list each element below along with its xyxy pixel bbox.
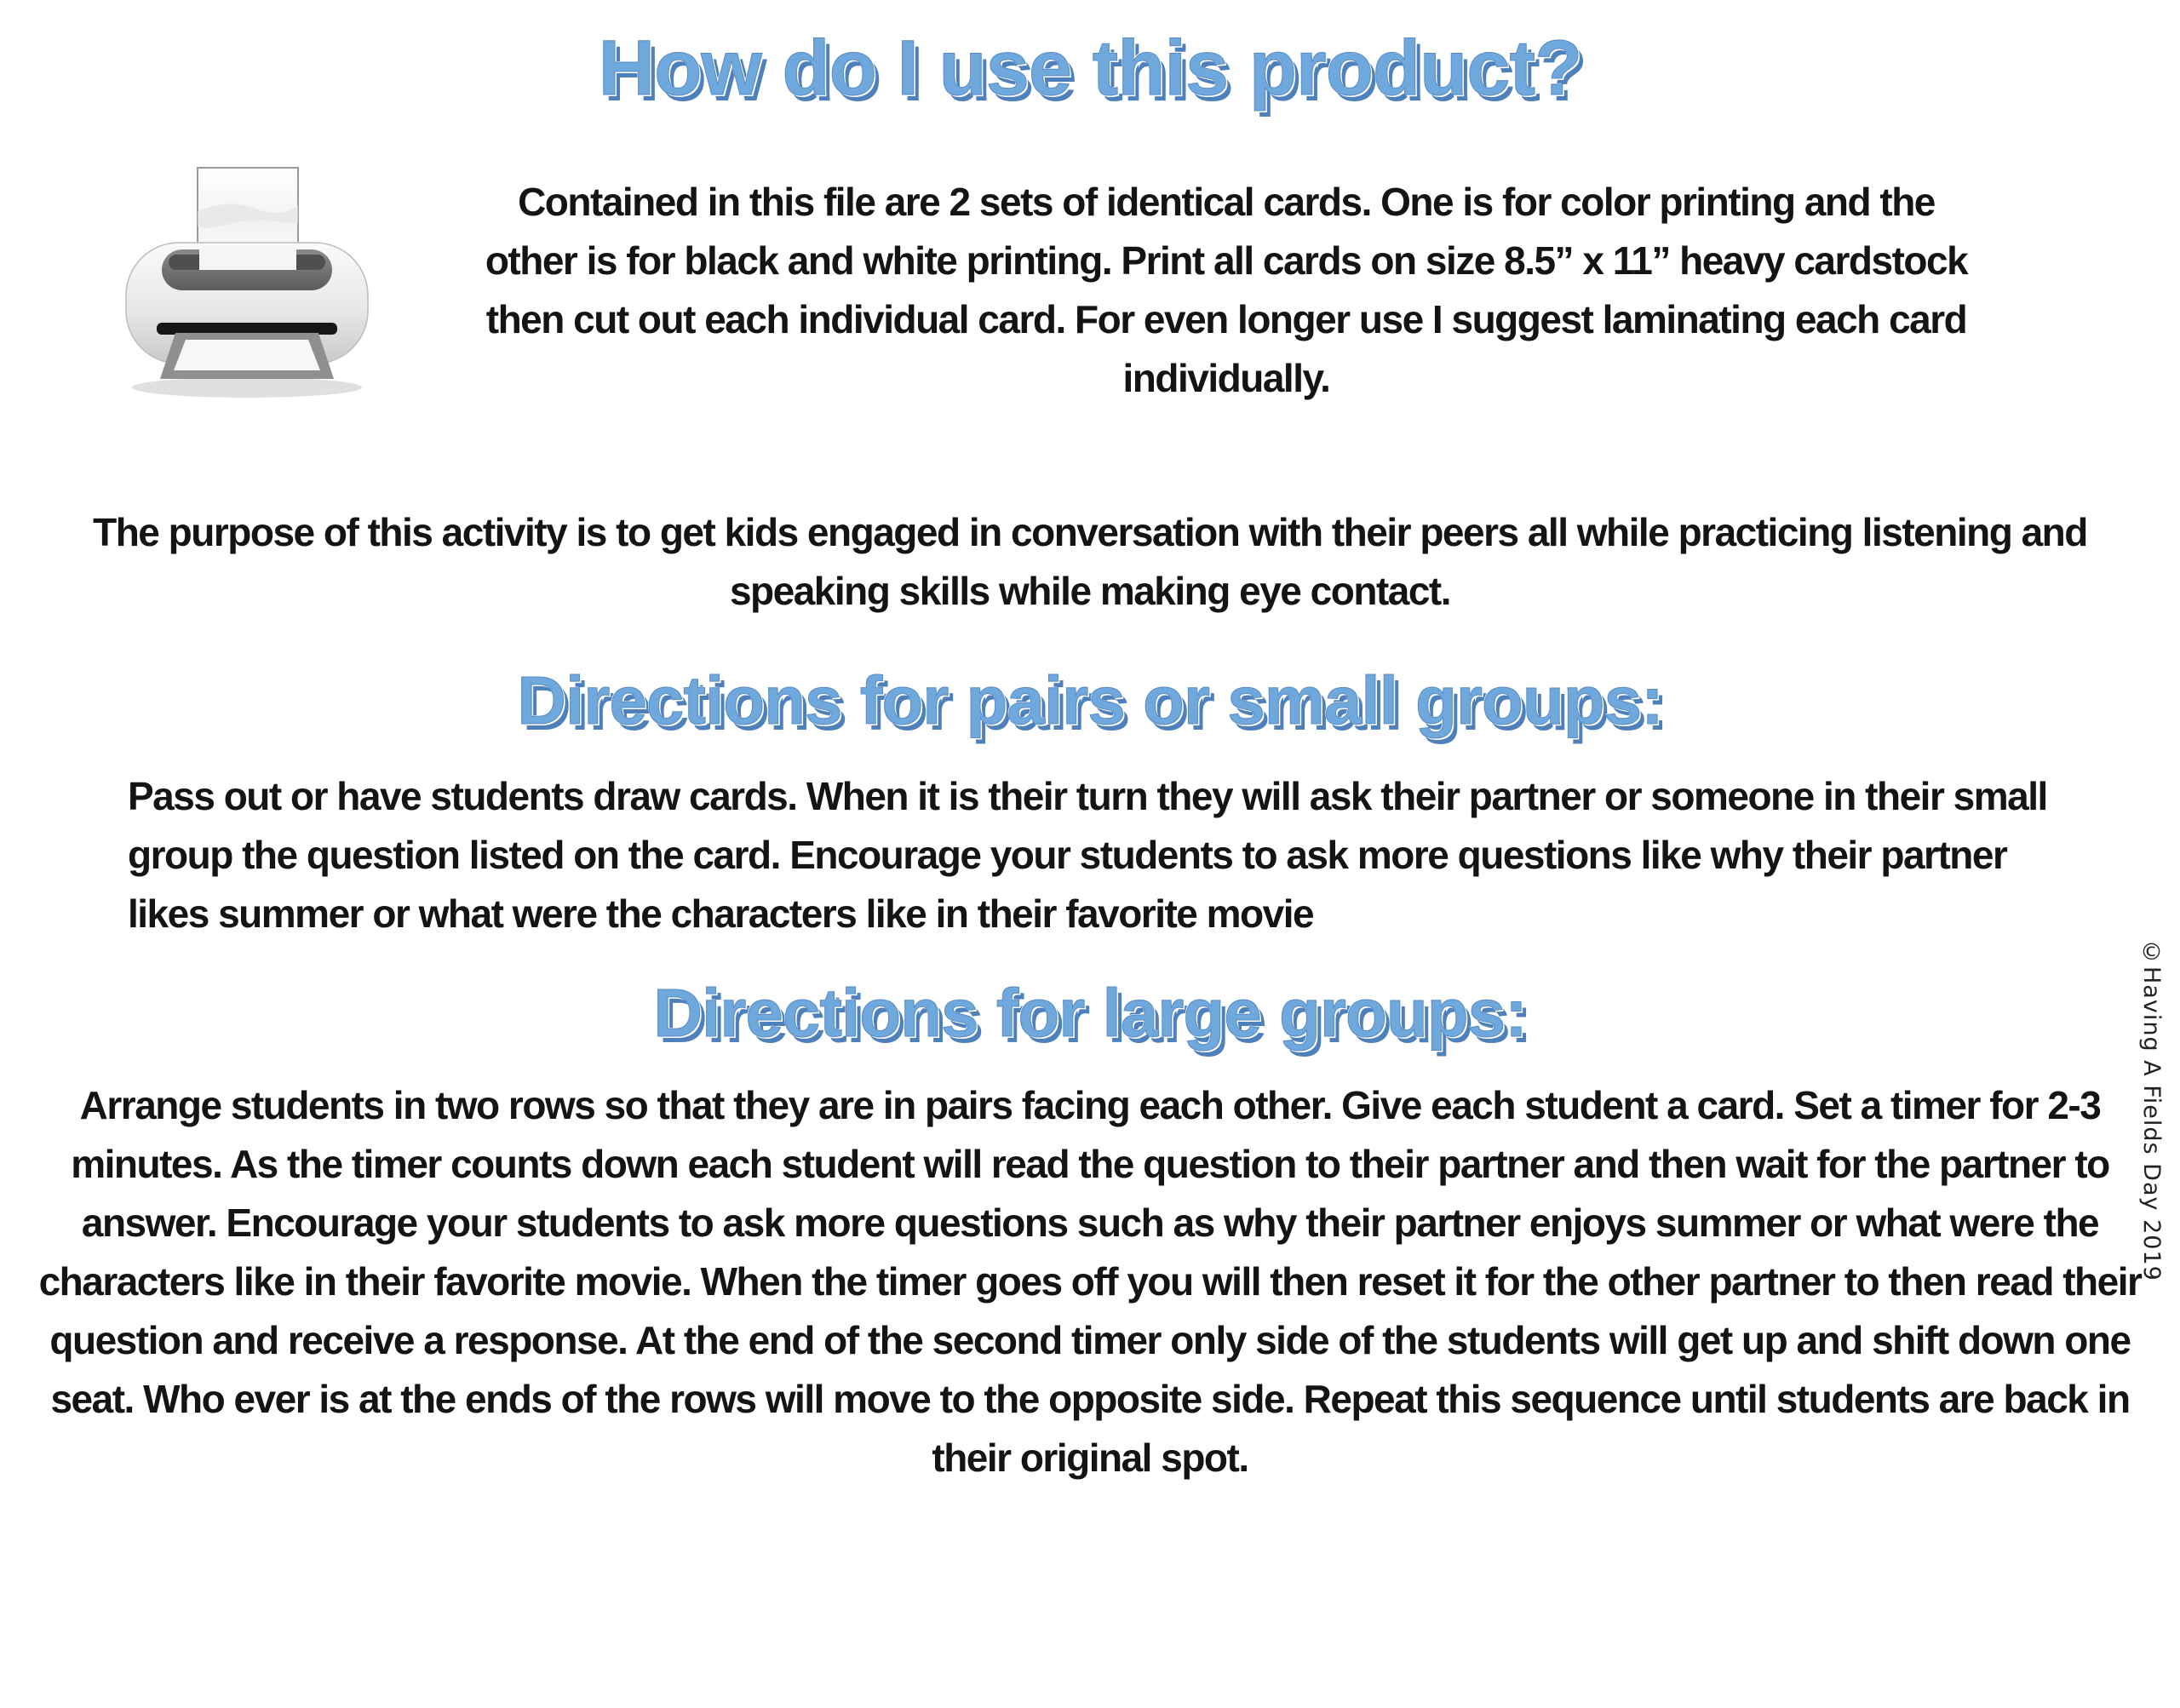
intro-section	[0, 160, 2180, 408]
intro-paragraph: Contained in this file are 2 sets of identical cards. One is for color printing and the other is for black and white printing. Print all cards on size 8.5” x 11” heavy cardstock then cut out each individual card. For even longer use I suggest laminating each card individually.	[485, 180, 1968, 400]
section-heading-pairs-small-groups: Directions for pairs or small groups:	[517, 662, 1663, 738]
page-title: How do I use this product?	[598, 25, 1582, 112]
section-heading-large-groups: Directions for large groups:	[653, 975, 1527, 1051]
printer-icon	[119, 164, 383, 407]
large-groups-directions-paragraph: Arrange students in two rows so that they are in pairs facing each other. Give each student a card. Set a timer for 2-3 minutes. As the timer counts down each student will read the question to their partner and then wait for the partner to answer. Encourage your students to ask more questions such as why their partner enjoys summer or what were the characters like in their favorite movie. When the timer goes off you will then reset it for the other partner to then read their question and receive a response. At the end of the second timer only side of the students will get up and shift down one seat. Who ever is at the ends of the rows will move to the opposite side. Repeat this sequence until students are back in their original spot.	[38, 1083, 2142, 1480]
pairs-directions-paragraph: Pass out or have students draw cards. When it is their turn they will ask their partner or someone in their small group the question listed on the card. Encourage your students to ask more questions like why their partner likes summer or what were the characters like in their favorite movie	[128, 774, 2047, 936]
copyright-vertical-text: ©Having A Fields Day 2019	[2138, 939, 2165, 1281]
purpose-paragraph: The purpose of this activity is to get kids engaged in conversation with their peers all while practicing listening and speaking skills while making eye contact.	[93, 510, 2087, 613]
